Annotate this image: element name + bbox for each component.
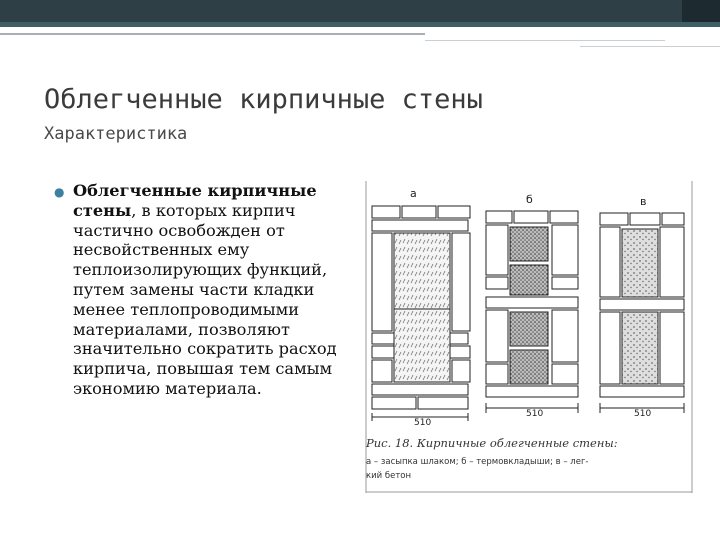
decorative-rule — [580, 46, 720, 47]
figure-caption-line1: а – засыпка шлаком; б – термовкладыши; в – лег- — [366, 457, 589, 467]
top-bar-accent — [0, 22, 720, 27]
bullet-icon: ● — [54, 185, 65, 199]
figure-caption-line2: кий бетон — [366, 471, 412, 481]
slide-title: Облегченные кирпичные стены — [44, 84, 483, 115]
wall-a — [372, 206, 470, 421]
label-b: б — [526, 193, 533, 206]
label-v: в — [640, 195, 647, 208]
decorative-rule — [0, 33, 425, 35]
figure-caption-title: Рис. 18. Кирпичные облегченные стены: — [366, 436, 618, 450]
dimension-a: 510 — [414, 418, 432, 428]
top-bar-corner — [682, 0, 720, 22]
slide-subtitle: Характеристика — [44, 124, 188, 144]
bullet-text-bold: Облегченные кирпичные стены — [73, 181, 317, 220]
wall-v — [600, 213, 684, 413]
brick-wall-figure — [362, 181, 694, 493]
top-bar — [0, 0, 720, 22]
decorative-rule — [425, 40, 665, 41]
bullet-text — [73, 181, 343, 399]
dimension-v: 510 — [634, 409, 652, 419]
bullet-text-rest: , в которых кирпич частично освобожден от несвойственных ему теплоизолирующих функций, путем замены части кладки менее теплопроводимыми материалами, позволяют значительно сократить расход кирпича, повышая тем самым экономию материала. — [73, 200, 337, 398]
dimension-b: 510 — [526, 409, 544, 419]
label-a: а — [410, 187, 417, 200]
wall-b — [486, 211, 578, 413]
